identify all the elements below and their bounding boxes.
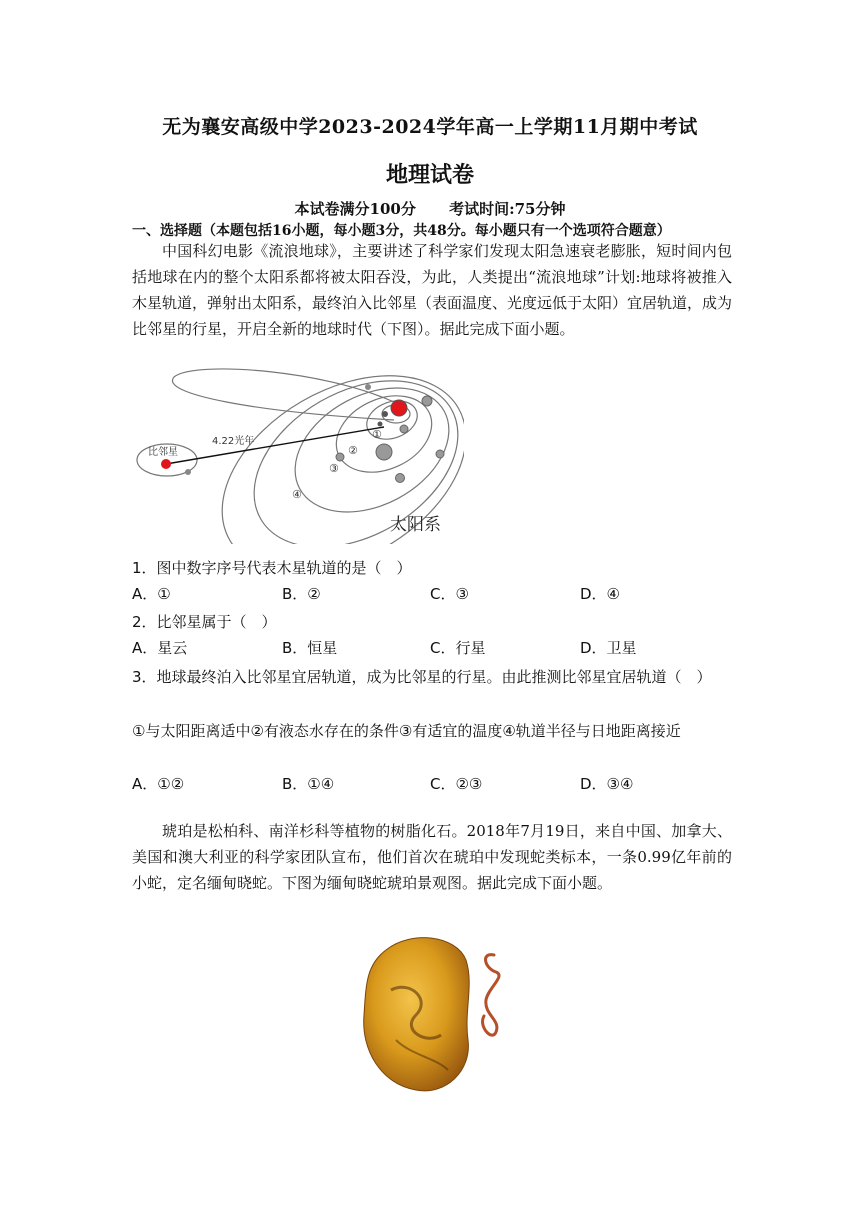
planet-icon: [185, 469, 191, 475]
orbit-marker-2: ②: [348, 444, 358, 457]
question-2-options: [132, 637, 732, 664]
option-b[interactable]: B．恒星: [282, 639, 338, 657]
orbit-marker-4: ④: [292, 488, 302, 501]
planet-icon: [378, 422, 383, 427]
option-c[interactable]: C．行星: [430, 639, 486, 657]
orbit-marker-3: ③: [329, 462, 339, 475]
planet-icon: [336, 453, 344, 461]
option-d[interactable]: D．④: [580, 585, 620, 603]
option-d[interactable]: D．③④: [580, 775, 634, 793]
question-1-stem: 1．图中数字序号代表木星轨道的是（ ）: [132, 559, 412, 577]
option-b[interactable]: B．②: [282, 585, 321, 603]
planet-icon: [422, 396, 432, 406]
question-3-options: [132, 773, 732, 800]
planet-icon: [376, 444, 392, 460]
passage-wandering-earth: 中国科幻电影《流浪地球》，主要讲述了科学家们发现太阳急速衰老膨胀，短时间内包括地球在内的整个太阳系都将被太阳吞没，为此，人类提出“流浪地球”计划:地球将被推入木星轨道，弹射出太阳系，最终泊入比邻星（表面温度、光度远低于太阳）宜居轨道，成为比邻星的行星，开启全新的地球时代（下图）。据此完成下面小题。: [132, 242, 733, 338]
proxima-label: 比邻星: [148, 447, 178, 458]
option-c[interactable]: C．③: [430, 585, 469, 603]
planet-icon: [396, 474, 405, 483]
exam-subject: 地理试卷: [385, 162, 474, 188]
section-heading: 一、选择题（本题包括16小题，每小题3分，共48分。每小题只有一个选项符合题意）: [132, 223, 671, 239]
planet-icon: [382, 411, 388, 417]
planet-icon: [400, 425, 408, 433]
option-a[interactable]: A．星云: [132, 639, 188, 657]
exam-title: 无为襄安高级中学2023-2024学年高一上学期11月期中考试: [162, 116, 698, 138]
option-c[interactable]: C．②③: [430, 775, 483, 793]
planet-icon: [436, 450, 444, 458]
planet-icon: [365, 384, 371, 390]
exam-meta: [0, 198, 860, 219]
distance-label: 4.22光年: [212, 436, 255, 447]
option-a[interactable]: A．①: [132, 585, 171, 603]
sun-icon: [391, 400, 407, 416]
solar-system-figure: [134, 362, 464, 544]
proxima-star-icon: [161, 459, 171, 469]
amber-snake-figure: [356, 930, 516, 1096]
option-d[interactable]: D．卫星: [580, 639, 637, 657]
solar-system-label: 太阳系: [390, 515, 441, 535]
question-2-stem: 2．比邻星属于（ ）: [132, 613, 277, 631]
snake-skeleton-icon: [483, 955, 499, 1036]
exam-time: 考试时间:75分钟: [449, 200, 566, 218]
question-3-stem: 3．地球最终泊入比邻星宜居轨道，成为比邻星的行星。由此推测比邻星宜居轨道（ ）: [132, 668, 712, 686]
option-b[interactable]: B．①④: [282, 775, 335, 793]
passage-amber-snake: 琥珀是松柏科、南洋杉科等植物的树脂化石。2018年7月19日，来自中国、加拿大、美国和澳大利亚的科学家团队宣布，他们首次在琥珀中发现蛇类标本，一条0.99亿年前的小蛇，定名缅甸晓蛇。下图为缅甸晓蛇琥珀景观图。据此完成下面小题。: [132, 822, 732, 892]
question-1-options: [132, 583, 732, 610]
full-score: 本试卷满分100分: [294, 200, 416, 218]
question-3-statements: ①与太阳距离适中②有液态水存在的条件③有适宜的温度④轨道半径与日地距离接近: [132, 722, 681, 740]
option-a[interactable]: A．①②: [132, 775, 185, 793]
orbit-marker-1: ①: [372, 428, 382, 441]
